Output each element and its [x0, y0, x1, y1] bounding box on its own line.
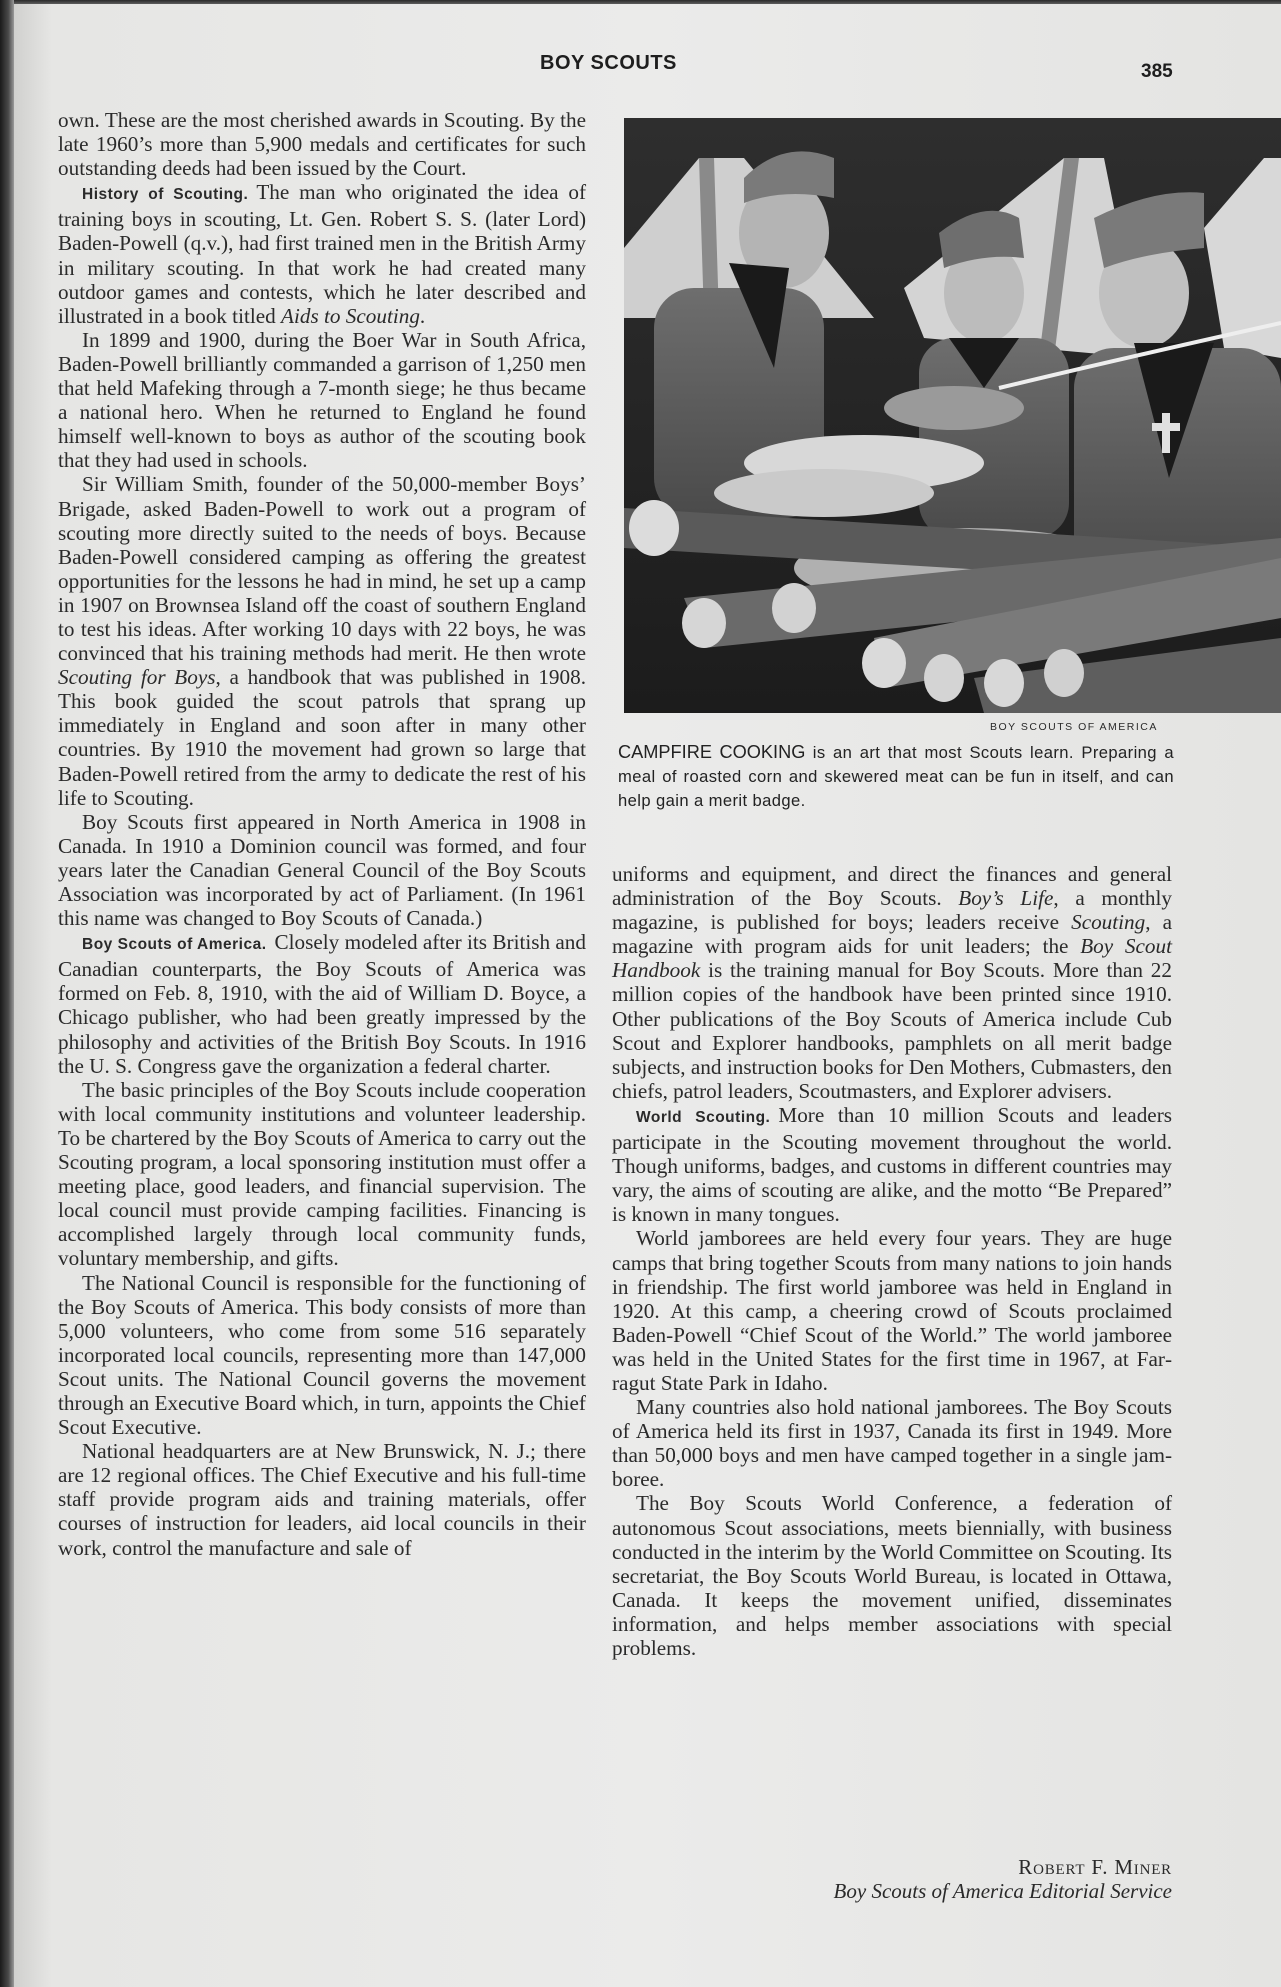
paragraph-national-jamborees: Many countries also hold national jamborees. The Boy Scouts of America held its first in 1937, Canada its first in 1949. More than 50,000 boys and men have camped together in a single jamboree.: [612, 1395, 1172, 1492]
author-name: Robert F. Miner: [1018, 1855, 1172, 1879]
book-title-aids-to-scouting: Aids to Scouting: [281, 303, 420, 328]
paragraph-awards: own. These are the most cherished awards in Scouting. By the late 1960’s more than 5,900 medals and certificates for such outstanding deeds had been issued by the Court.: [58, 108, 586, 181]
magazine-title-boys-life: Boy’s Life: [958, 886, 1054, 911]
photo-illustration: [624, 118, 1281, 713]
paragraph-publications: [612, 862, 1172, 1103]
paragraph-world-jamborees: World jamborees are held every four years. They are huge camps that bring together Scouts from many nations to join hands in friendship. The first world jamboree was held in England in 1920. At this camp, a cheering crowd of Scouts proclaimed Baden-Powell “Chief Scout of the World.” The world jamboree was held in the United States for the first time in 1967, at Farragut State Park in Idaho.: [612, 1226, 1172, 1395]
smith-text: Sir William Smith, founder of the 50,000-member Boys’ Brigade, asked Baden-Powell to work out a program of scouting more directly suited to the needs of boys. Because Baden-Powell considered camping as offering the greatest opportunities for the lessons he had in mind, he set up a camp in 1907 on Brownsea Island off the coast of southern England to test his ideas. After working 10 days with 22 boys, he was convinced that his training methods had merit. He then wrote: [58, 472, 586, 666]
right-column: [612, 862, 1172, 1660]
caption-lead: CAMPFIRE COOKING: [618, 742, 806, 762]
pubs-text-d: is the training manual for Boy Scouts. More than 22 million copies of the handbook have been printed since 1910. Other publications of the Boy Scouts of America include Cub Scout and Explorer handbooks, pamphlets on all merit badge subjects, and instruction books for Den Mothers, Cubmasters, den chiefs, patrol leaders, Scoutmasters, and Explorer advisers.: [612, 958, 1172, 1103]
photo-credit: BOY SCOUTS OF AMERICA: [990, 721, 1158, 733]
pubs-text-c: , a magazine with program aids for unit leaders; the: [612, 910, 1172, 959]
caption-text: is an art that most Scouts learn. Preparing a meal of roasted corn and skewered meat can be fun in itself, and can help gain a merit badge.: [618, 743, 1174, 810]
paragraph-national-council: The National Council is responsible for the functioning of the Boy Scouts of America. This body consists of more than 5,000 volunteers, who come from some 516 separately incorporated local councils, representing more than 147,000 Scout units. The National Council governs the movement through an Executive Board which, in turn, appoints the Chief Scout Executive.: [58, 1270, 586, 1440]
world-text: More than 10 million Scouts and leaders participate in the Scouting movement throughout the world. Though uniforms, badges, and customs in different countries may vary, the aims of scouting are alike, and the motto “Be Prepared” is known in many tongues.: [612, 1102, 1172, 1227]
smith-text-end: , a handbook that was published in 1908. This book guided the scout patrols that sprang up immediately in England and soon after in many other countries. By 1910 the movement had grown so large that Baden-Powell retired from the army to dedicate the rest of his life to Scouting.: [58, 665, 586, 810]
section-history: [58, 180, 586, 328]
section-heading-history: History of Scouting.: [82, 186, 249, 204]
paragraph-headquarters: National headquarters are at New Brunswick, N. J.; there are 12 regional offices. The Chief Executive and his full-time staff provide program aids and training materials, offer courses of instruction for leaders, aid local councils in their work, control the manufacture and sale of: [58, 1439, 586, 1560]
campfire-cooking-photo: [624, 118, 1281, 713]
magazine-title-scouting: Scouting: [1071, 910, 1146, 935]
page-number: 385: [1141, 61, 1173, 82]
section-world-scouting: [612, 1103, 1172, 1226]
book-title-handbook: Boy Scout Handbook: [612, 934, 1172, 983]
book-spine-shadow: [0, 0, 14, 1987]
paragraph-canada: Boy Scouts first appeared in North America in 1908 in Canada. In 1910 a Dominion council was formed, and four years later the Canadian General Council of the Boy Scouts Association was incorporated by act of Parliament. (In 1961 this name was changed to Boy Scouts of Canada.): [58, 809, 586, 931]
pubs-text-a: uniforms and equipment, and direct the finances and general administration of the Boy Scouts.: [612, 862, 1172, 911]
paragraph-boer-war: In 1899 and 1900, during the Boer War in South Africa, Baden-Powell brilliantly commanded a garrison of 1,250 men that held Mafeking through a 7-month siege; he thus became a national hero. When he returned to England he found himself well-known to boys as author of the scouting book that they had used in schools.: [58, 327, 586, 473]
photo-caption: [618, 740, 1174, 813]
running-head: BOY SCOUTS: [540, 52, 677, 74]
author-organization: Boy Scouts of America Editorial Service: [833, 1879, 1172, 1903]
paragraph-world-conference: The Boy Scouts World Conference, a federation of autonomous Scout associations, meets biennially, with business conducted in the interim by the World Committee on Scouting. Its secretariat, the Boy Scouts World Bureau, is located in Ottawa, Canada. It keeps the movement unified, disseminates information, and helps member associations with special problems.: [612, 1491, 1172, 1660]
section-bsa: [58, 930, 586, 1078]
bsa-text: Closely modeled after its British and Canadian counterparts, the Boy Scouts of America was formed on Feb. 8, 1910, with the aid of William D. Boyce, a Chicago publisher, who had been greatly impressed by the philosophy and activities of the British Boy Scouts. In 1916 the U. S. Congress gave the organization a federal charter.: [58, 930, 586, 1078]
left-column: [58, 108, 586, 1560]
book-title-scouting-for-boys: Scouting for Boys: [58, 665, 216, 690]
section-heading-bsa: Boy Scouts of America.: [82, 936, 267, 954]
section-heading-world-scouting: World Scouting.: [636, 1108, 771, 1126]
pubs-text-b: , a monthly magazine, is published for boys; leaders receive: [612, 886, 1172, 935]
paragraph-william-smith: [58, 472, 586, 809]
paragraph-principles: The basic principles of the Boy Scouts include cooperation with local community institutions and volunteer leadership. To be chartered by the Boy Scouts of America to carry out the Scouting program, a local sponsoring institution must offer a meeting place, good leaders, and financial supervision. The local council must provide camping facilities. Financing is accomplished largely through local community funds, voluntary membership, and gifts.: [58, 1077, 586, 1271]
history-text: The man who originated the idea of training boys in scouting, Lt. Gen. Robert S. S. (later Lord) Baden-Powell (q.v.), had first trained men in the British Army in military scouting. In that work he had created many outdoor games and contests, which he later described and illustrated in a book titled: [58, 180, 586, 328]
history-text-end: .: [419, 303, 426, 328]
